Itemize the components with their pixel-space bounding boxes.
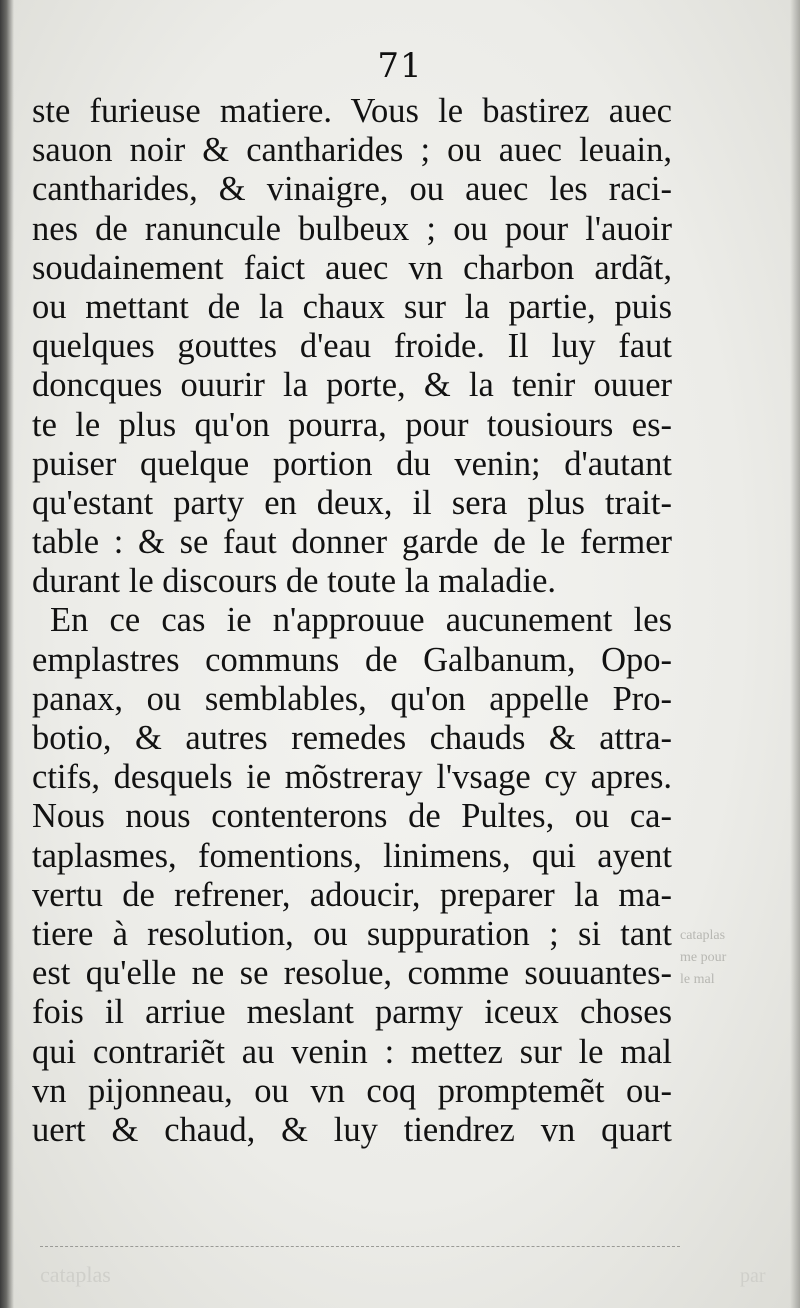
text-line: tiere à resolution, ou suppuration ; si tant xyxy=(32,914,672,953)
bleed-through-text-right: par xyxy=(740,1265,766,1287)
text-line: emplastres communs de Galbanum, Opo- xyxy=(32,640,672,679)
margin-note-line: me pour xyxy=(680,950,727,965)
text-line: te le plus qu'on pourra, pour tousiours es- xyxy=(32,405,672,444)
text-line: doncques ouurir la porte, & la tenir ouuer xyxy=(32,366,672,405)
text-line: qu'estant party en deux, il sera plus trait- xyxy=(32,483,672,522)
text-line: fois il arriue meslant parmy iceux choses xyxy=(32,993,672,1032)
text-line: nes de ranuncule bulbeux ; ou pour l'auoir xyxy=(32,209,672,248)
text-line: ste furieuse matiere. Vous le bastirez auec xyxy=(32,92,672,130)
text-line: est qu'elle ne se resolue, comme souuantes- xyxy=(32,954,672,993)
text-line: Nous nous contenterons de Pultes, ou ca- xyxy=(32,797,672,836)
text-line: soudainement faict auec vn charbon ardãt, xyxy=(32,248,672,287)
text-line: panax, ou semblables, qu'on appelle Pro- xyxy=(32,679,672,718)
text-line: botio, & autres remedes chauds & attra- xyxy=(32,719,672,757)
page-edge-shadow xyxy=(790,0,800,1308)
text-line: sauon noir & cantharides ; ou auec leuain, xyxy=(32,131,672,170)
text-line: vn pijonneau, ou vn coq promptemẽt ou- xyxy=(32,1071,672,1110)
text-line: vertu de refrener, adoucir, preparer la ma- xyxy=(32,875,672,914)
text-line: taplasmes, fomentions, linimens, qui ayent xyxy=(32,836,672,875)
text-line: uert & chaud, & luy tiendrez vn quart xyxy=(32,1110,672,1149)
page-gutter xyxy=(0,0,14,1308)
margin-note-line: le mal xyxy=(680,972,715,987)
text-line: puiser quelque portion du venin; d'autant xyxy=(32,444,672,483)
margin-note-line: cataplas xyxy=(680,928,726,943)
margin-note xyxy=(680,925,790,991)
text-line: En ce cas ie n'approuue aucunement les xyxy=(50,601,672,640)
page-number: 71 xyxy=(377,46,423,86)
body-text xyxy=(32,92,672,1150)
text-line: durant le discours de toute la maladie. xyxy=(32,562,557,601)
text-line: ctifs, desquels ie mõstreray l'vsage cy apres. xyxy=(32,758,672,797)
text-line: cantharides, & vinaigre, ou auec les raci- xyxy=(32,170,672,209)
text-line: table : & se faut donner garde de le fermer xyxy=(32,523,672,562)
footer-rule xyxy=(40,1246,680,1247)
text-line: qui contrariẽt au venin : mettez sur le mal xyxy=(32,1032,672,1071)
bleed-through-text: cataplas xyxy=(40,1262,111,1287)
text-line: quelques gouttes d'eau froide. Il luy faut xyxy=(32,327,672,366)
text-line: ou mettant de la chaux sur la partie, puis xyxy=(32,287,672,326)
